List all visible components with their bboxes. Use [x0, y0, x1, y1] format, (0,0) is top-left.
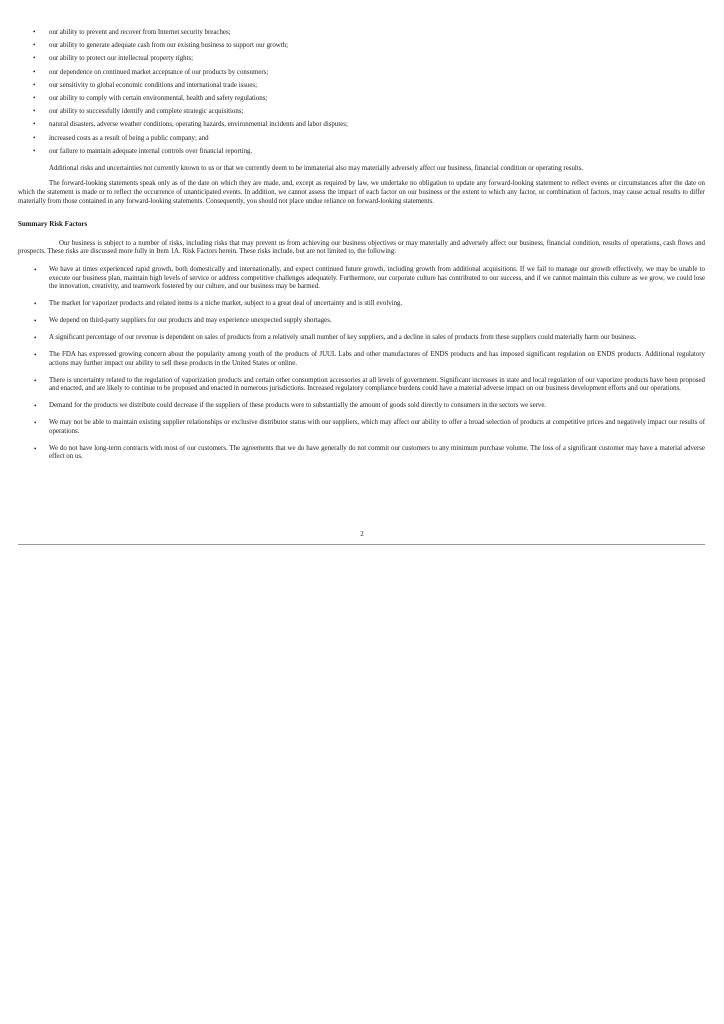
- bullet-icon: •: [34, 317, 37, 326]
- forward-looking-paragraph: The forward-looking statements speak only as of the date on which they are made, and, except as required by law, we undertake no obligation to update any forward-looking statement to reflect events or circumstances after the date on which the statement is made or to reflect the occurrence of unanticipated events. In addition, we cannot assess the impact of each factor on our business or the extent to which any factor, or combination of factors, may cause actual results to differ materially from those contained in any forward-looking statements. Consequently, you should not place undue reliance on forward-looking statements.: [18, 180, 705, 205]
- bullet-icon: •: [33, 68, 36, 76]
- additional-risks-paragraph: Additional risks and uncertainties not currently known to us or that we currently deem to be immaterial also may materially adversely affect our business, financial condition or operating results.: [49, 164, 584, 172]
- risk-item: [18, 445, 705, 462]
- list-item-text: natural disasters, adverse weather conditions, operating hazards, environmental incidents and labor disputes;: [49, 121, 348, 129]
- list-item: [18, 108, 705, 121]
- bullet-icon: •: [33, 134, 36, 142]
- risk-item: [18, 266, 705, 292]
- risk-item-text: The FDA has expressed growing concern about the popularity among youth of the products of JUUL Labs and other manufactures of ENDS products and has imposed significant regulation on ENDS products. Additional regulatory actions may further impact our ability to sell these products in the United States or online.: [49, 351, 705, 367]
- page-divider: [18, 544, 705, 545]
- list-item-text: our ability to comply with certain environmental, health and safety regulations;: [49, 94, 268, 102]
- list-item: [18, 95, 705, 108]
- list-item-text: our dependence on continued market acceptance of our products by consumers;: [49, 68, 269, 76]
- risk-item-text: We do not have long-term contracts with most of our customers. The agreements that we do have generally do not commit our customers to any minimum purchase volume. The loss of a significant customer may have a material adverse effect on us.: [49, 444, 705, 461]
- risk-item-text: The market for vaporizer products and related items is a niche market, subject to a great deal of uncertainty and is still evolving.: [49, 300, 403, 308]
- list-item-text: our ability to successfully identify and complete strategic acquisitions;: [49, 108, 244, 116]
- bullet-icon: •: [34, 376, 37, 385]
- bullet-icon: •: [34, 444, 37, 453]
- page-content: [18, 29, 705, 470]
- list-item: [18, 135, 705, 148]
- risk-item: [18, 334, 705, 343]
- risk-item: [18, 419, 705, 436]
- forward-looking-factors-list: [18, 29, 705, 161]
- bullet-icon: •: [34, 351, 37, 360]
- list-item-text: our ability to prevent and recover from Internet security breaches;: [49, 29, 231, 36]
- list-item: [18, 55, 705, 68]
- list-item: [18, 42, 705, 55]
- risk-item-text: A significant percentage of our revenue is dependent on sales of products from a relatively small number of key suppliers, and a decline in sales of products from these suppliers could materially harm our business.: [49, 334, 637, 342]
- bullet-icon: •: [34, 334, 37, 343]
- risk-item-text: We depend on third-party suppliers for our products and may experience unexpected supply shortages.: [49, 317, 332, 325]
- bullet-icon: •: [33, 121, 36, 129]
- bullet-icon: •: [33, 94, 36, 102]
- list-item-text: our ability to generate adequate cash from our existing business to support our growth;: [49, 42, 289, 50]
- risk-item: [18, 377, 705, 394]
- list-item-text: increased costs as a result of being a public company; and: [49, 134, 209, 142]
- list-item: [18, 121, 705, 134]
- bullet-icon: •: [34, 266, 37, 275]
- bullet-icon: •: [33, 81, 36, 89]
- list-item-text: our sensitivity to global economic conditions and international trade issues;: [49, 81, 258, 89]
- bullet-icon: •: [34, 419, 37, 428]
- risk-item-text: There is uncertainty related to the regulation of vaporization products and certain other consumption accessories at all levels of government. Significant increases in state and local regulation of our vaporizer products have been proposed and enacted, and are likely to continue to be proposed and enacted in numerous jurisdictions. Increased regulatory compliance burdens could have a material adverse impact on our business development efforts and our operations.: [49, 376, 705, 393]
- summary-risk-factors-heading: Summary Risk Factors: [18, 220, 88, 229]
- list-item: [18, 29, 705, 42]
- page-number: 2: [360, 530, 364, 538]
- bullet-icon: •: [33, 108, 36, 116]
- bullet-icon: •: [34, 402, 37, 411]
- risk-item: [18, 300, 705, 309]
- summary-intro-paragraph: Our business is subject to a number of risks, including risks that may prevent us from achieving our business objectives or may materially and adversely affect our business, financial condition, results of operations, cash flows and prospects. These risks are discussed more fully in Item 1A. Risk Factors herein. These risks include, but are not limited to, the following:: [18, 239, 705, 256]
- list-item: [18, 148, 705, 161]
- list-item: [18, 69, 705, 82]
- risk-item: [18, 402, 705, 411]
- bullet-icon: •: [34, 300, 37, 309]
- bullet-icon: •: [33, 42, 36, 50]
- bullet-icon: •: [33, 29, 36, 36]
- list-item-text: our ability to protect our intellectual property rights;: [49, 55, 194, 63]
- risk-item: [18, 351, 705, 368]
- list-item: [18, 82, 705, 95]
- risk-item-text: We have at times experienced rapid growth, both domestically and internationally, and expect continued future growth, including growth from additional acquisitions. If we fail to manage our growth effectively, we may be unable to execute our business plan, maintain high levels of service or address competitive challenges adequately. Furthermore, our corporate culture has contributed to our success, and if we cannot maintain this culture as we grow, we could lose the innovation, creativity, and teamwork fostered by our culture, and our business may be harmed.: [49, 266, 705, 291]
- risk-item-text: Demand for the products we distribute could decrease if the suppliers of these products were to substantially the amount of goods sold directly to consumers in the sectors we serve.: [49, 402, 547, 410]
- bullet-icon: •: [33, 55, 36, 63]
- risk-item: [18, 317, 705, 326]
- bullet-icon: •: [33, 147, 36, 155]
- list-item-text: our failure to maintain adequate internal controls over financial reporting.: [49, 147, 253, 155]
- risk-item-text: We may not be able to maintain existing supplier relationships or exclusive distributor status with our suppliers, which may affect our ability to offer a broad selection of products at competitive prices and negatively impact our results of operations.: [49, 419, 705, 435]
- summary-risks-list: [18, 266, 705, 462]
